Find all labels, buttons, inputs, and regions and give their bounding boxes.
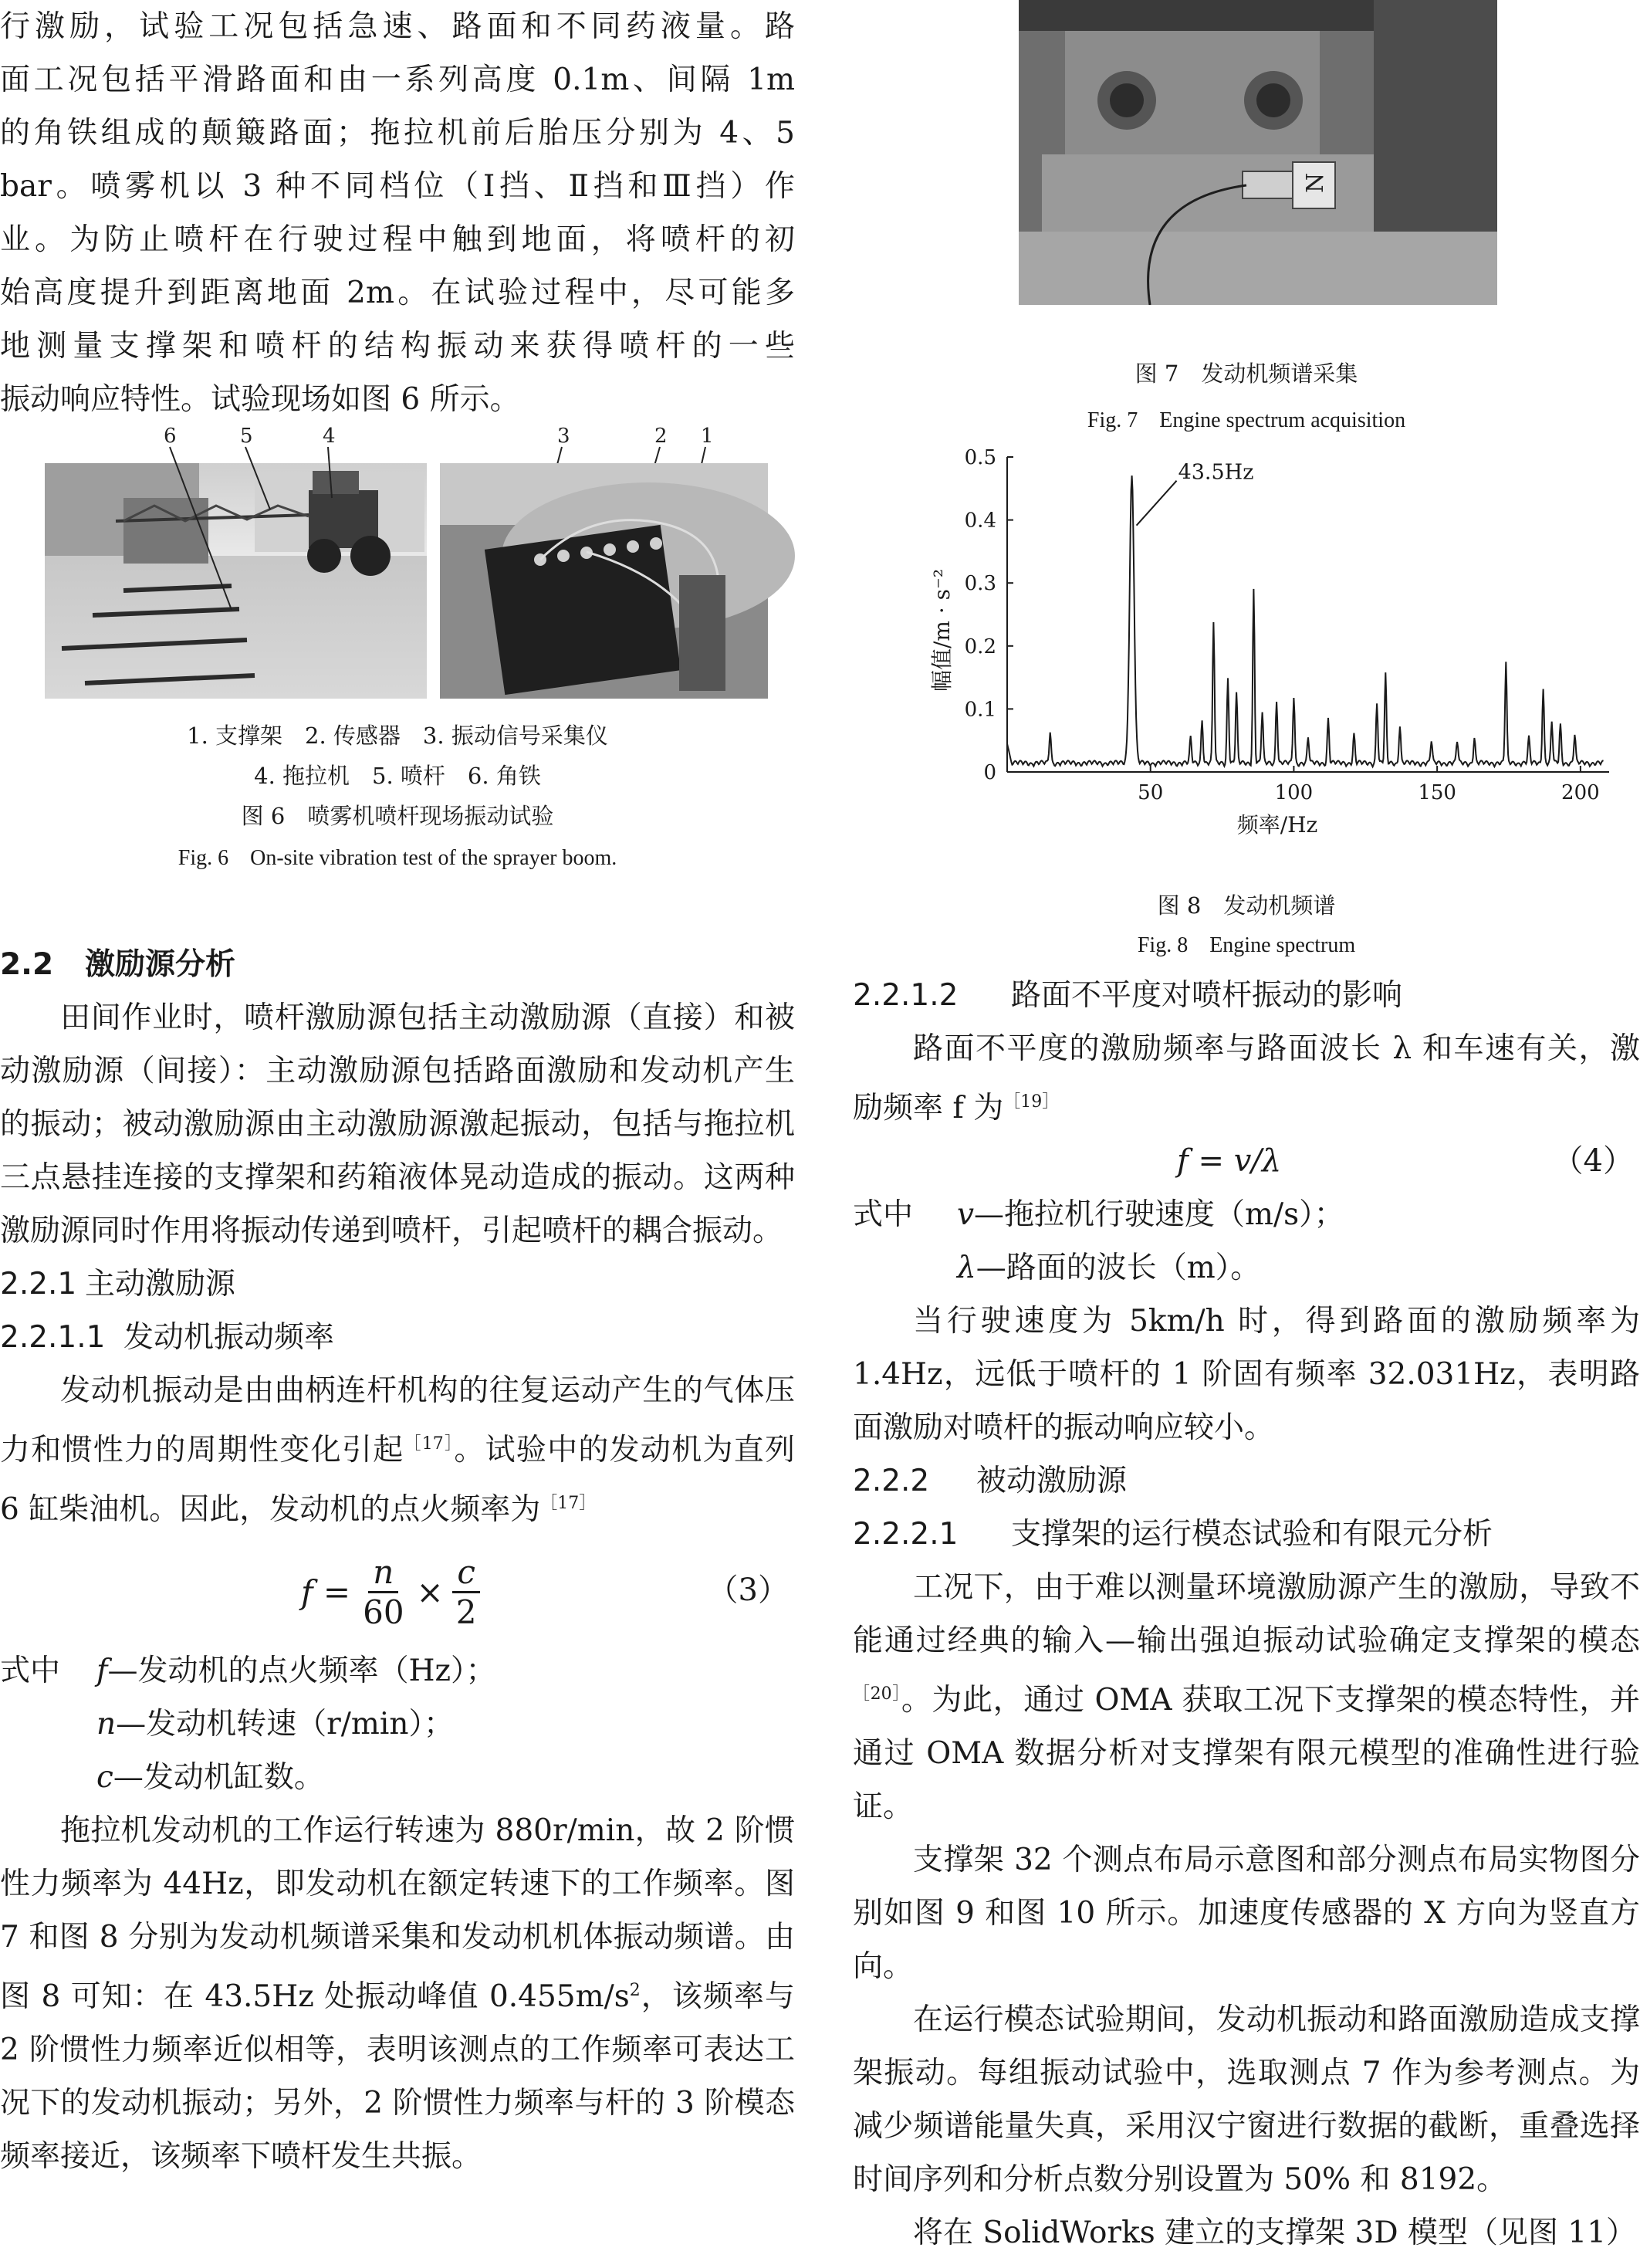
- fig6-caption-cn: 图 6 喷雾机喷杆现场振动试验: [241, 803, 554, 829]
- spectrum-series-line: [1007, 476, 1604, 767]
- eq3-definitions: [0, 1644, 795, 1804]
- def-lead: 式中: [853, 1197, 914, 1232]
- text: ，该频率与 2 阶惯性力频率近似相等，表明该测点的工作频率可表达工况下的发动机振动；另外，2 阶惯性力频率与杆的 3 阶模态频率接近，该频率下喷杆发生共振。: [0, 1979, 795, 2174]
- intro-line: 的角铁组成的颠簸路面；拖拉机前后胎压分别为 4、5: [0, 116, 795, 151]
- citation: ［19］: [1003, 1092, 1060, 1112]
- intro-line: 面工况包括平滑路面和由一系列高度 0.1m、间隔 1m: [0, 63, 795, 97]
- x-tick-label: 150: [1418, 781, 1456, 804]
- eq3-fraction-1: [358, 1553, 408, 1631]
- x-tick-label: 200: [1561, 781, 1600, 804]
- annotation-peak-label: 43.5Hz: [1178, 460, 1254, 485]
- intro-line: 振动响应特性。试验现场如图 6 所示。: [0, 382, 520, 417]
- section-title: 激励源分析: [85, 947, 236, 982]
- section-title: 支撑架的运行模态试验和有限元分析: [1011, 1517, 1493, 1552]
- sensor-label: N: [1302, 172, 1329, 193]
- left-column: [0, 0, 795, 2268]
- section-2-2-1-2-heading: [853, 969, 1640, 1022]
- axes: [1007, 457, 1609, 772]
- x-tick-label: 50: [1138, 781, 1164, 804]
- section-number: 2.2.1: [0, 1267, 77, 1302]
- def-text: —发动机转速（r/min）；: [116, 1707, 454, 1742]
- callout-2: 2: [654, 425, 668, 448]
- eq3-fraction-2: [451, 1553, 482, 1631]
- eq3-num1: n: [368, 1553, 398, 1593]
- def-symbol: v: [957, 1197, 975, 1232]
- section-number: 2.2.1.1: [0, 1320, 106, 1355]
- callout-4: 4: [323, 425, 336, 448]
- callout-6: 6: [164, 425, 177, 448]
- equation-3: [0, 1536, 795, 1644]
- text: 拖拉机发动机的工作运行转速为 880r/min，故 2 阶惯性力频率为 44Hz，即发动机在额定转速下的工作频率。图 7 和图 8 分别为发动机频谱采集和发动机机体振动频谱。由图 8 可知：在 43.5Hz 处振动峰值 0.455m/s: [0, 1813, 795, 2014]
- paragraph-measurement-points: 支撑架 32 个测点布局示意图和部分测点布局实物图分别如图 9 和图 10 所示。加速度传感器的 X 方向为竖直方向。: [853, 1843, 1640, 1984]
- x-tick-label: 100: [1274, 781, 1314, 804]
- def-text: —拖拉机行驶速度（m/s）；: [974, 1197, 1344, 1232]
- definition-row: [0, 1698, 795, 1751]
- fig8-caption-cn: 图 8 发动机频谱: [1157, 892, 1336, 919]
- paragraph-solidworks: 将在 SolidWorks 建立的支撑架 3D 模型（见图 11）: [913, 2216, 1637, 2250]
- section-2-2-1-heading: [0, 1258, 795, 1311]
- callout-5: 5: [240, 425, 253, 448]
- eq3-number: （3）: [707, 1572, 789, 1608]
- paragraph-road-roughness: [853, 1022, 1640, 1135]
- intro-paragraph: [0, 0, 795, 426]
- intro-line: 业。为防止喷杆在行驶过程中触到地面，将喷杆的初: [0, 222, 795, 257]
- def-symbol: n: [96, 1707, 117, 1742]
- fig8-caption-en: Fig. 8 Engine spectrum: [1137, 933, 1356, 957]
- eq3-den1: 60: [363, 1593, 404, 1631]
- def-symbol: f: [96, 1654, 108, 1688]
- def-text: —路面的波长（m）。: [976, 1251, 1261, 1285]
- y-tick-label: 0.5: [964, 446, 996, 469]
- figure-6: [0, 421, 795, 915]
- definition-row: [0, 1751, 795, 1804]
- eq3-den2: 2: [455, 1593, 477, 1631]
- y-axis-label: 幅值/m · s⁻²: [929, 568, 955, 692]
- y-tick-label: 0: [983, 761, 996, 784]
- y-tick-label: 0.4: [964, 509, 996, 533]
- section-2-2-1-1-heading: [0, 1311, 795, 1364]
- y-tick-label: 0.1: [964, 698, 996, 722]
- paragraph-excitation-sources: 田间作业时，喷杆激励源包括主动激励源（直接）和被动激励源（间接）：主动激励源包括路面激励和发动机产生的振动；被动激励源由主动激励源激起振动，包括与拖拉机三点悬挂连接的支撑架和药箱液体晃动造成的振动。这两种激励源同时作用将振动传递到喷杆，引起喷杆的耦合振动。: [0, 1000, 795, 1248]
- right-body: [853, 969, 1640, 2260]
- equation-4: [853, 1135, 1640, 1188]
- paragraph-oma: [853, 1561, 1640, 1833]
- paragraph-modal-test: 在运行模态试验期间，发动机振动和路面激励造成支撑架振动。每组振动试验中，选取测点 7 作为参考测点。为减少频谱能量失真，采用汉宁窗进行数据的截断，重叠选择时间序列和分析点数分别设置为 50% 和 8192。: [853, 2002, 1640, 2197]
- definition-row: [853, 1241, 1640, 1295]
- text: 发动机振动是由曲柄连杆机构的往复运动产生的气体压力和惯性力的周期性变化引起: [0, 1373, 795, 1467]
- text: 。试验中的发动机为直列 6 缸柴油机。因此，发动机的点火频率为: [0, 1433, 795, 1527]
- paragraph-tractor-engine: [0, 1804, 795, 2183]
- fig8-engine-spectrum-chart: [915, 440, 1640, 907]
- citation: ［17］: [404, 1434, 455, 1454]
- citation: ［20］: [853, 1684, 901, 1704]
- x-axis-label: 频率/Hz: [1236, 812, 1318, 838]
- fig6-callout-numbers: [164, 425, 714, 448]
- section-number: 2.2: [0, 947, 54, 982]
- section-title: 发动机振动频率: [123, 1320, 335, 1355]
- section-2-2-heading: [0, 938, 795, 991]
- intro-line: 行激励，试验工况包括急速、路面和不同药液量。路: [0, 9, 795, 44]
- definition-row: [853, 1188, 1640, 1241]
- intro-line: bar。喷雾机以 3 种不同档位（Ⅰ挡、Ⅱ挡和Ⅲ挡）作: [0, 169, 795, 204]
- intro-line: 地测量支撑架和喷杆的结构振动来获得喷杆的一些: [0, 329, 795, 364]
- eq4-definitions: [853, 1188, 1640, 1295]
- y-tick-labels: [965, 446, 996, 784]
- def-symbol: λ: [957, 1251, 976, 1285]
- section-number: 2.2.2.1: [853, 1517, 959, 1552]
- fig6-caption-en: Fig. 6 On-site vibration test of the sprayer boom.: [178, 846, 617, 870]
- callout-1: 1: [701, 425, 714, 448]
- y-tick-label: 0.3: [964, 572, 996, 596]
- text: 路面不平度的激励频率与路面波长 λ 和车速有关，激励频率 f 为: [853, 1031, 1640, 1126]
- definition-row: [0, 1644, 795, 1698]
- eq3-lhs: f =: [301, 1573, 351, 1611]
- eq3-num2: c: [452, 1553, 480, 1593]
- fig7-caption-cn: 图 7 发动机频谱采集: [1134, 361, 1358, 387]
- paragraph-speed-frequency: 当行驶速度为 5km/h 时，得到路面的激励频率为 1.4Hz，远低于喷杆的 1 阶固有频率 32.031Hz，表明路面激励对喷杆的振动响应较小。: [853, 1304, 1640, 1445]
- section-title: 路面不平度对喷杆振动的影响: [1011, 978, 1403, 1013]
- section-2-2-2-heading: [853, 1454, 1640, 1508]
- fig6-legend-line2: 4. 拖拉机 5. 喷杆 6. 角铁: [254, 763, 541, 789]
- text: 。为此，通过 OMA 获取工况下支撑架的模态特性，并通过 OMA 数据分析对支撑架有限元模型的准确性进行验证。: [853, 1683, 1640, 1824]
- text: 工况下，由于难以测量环境激励源产生的激励，导致不能通过经典的输入—输出强迫振动试验确定支撑架的模态: [853, 1570, 1640, 1658]
- section-number: 2.2.2: [853, 1464, 930, 1498]
- fig6-equipment-photo: [440, 463, 795, 699]
- fig7-caption-en: Fig. 7 Engine spectrum acquisition: [1087, 408, 1406, 432]
- x-tick-labels: [1138, 781, 1600, 804]
- fig6-field-photo: [45, 463, 427, 699]
- section-title: 主动激励源: [85, 1267, 236, 1302]
- citation: ［17］: [540, 1494, 597, 1513]
- section-2-2-2-1-heading: [853, 1508, 1640, 1561]
- def-lead: 式中: [0, 1654, 61, 1688]
- annotation-leader-line: [1137, 481, 1177, 526]
- eq3-times: ×: [416, 1573, 444, 1611]
- fig7-photo: [1019, 0, 1497, 305]
- eq4-number: （4）: [1552, 1143, 1634, 1179]
- y-tick-label: 0.2: [964, 635, 996, 658]
- fig6-legend-line1: 1. 支撑架 2. 传感器 3. 振动信号采集仪: [187, 723, 608, 749]
- paragraph-engine-vibration: [0, 1364, 795, 1536]
- left-body: [0, 938, 795, 2183]
- intro-line: 始高度提升到距离地面 2m。在试验过程中，尽可能多: [0, 276, 795, 310]
- callout-3: 3: [557, 425, 570, 448]
- section-number: 2.2.1.2: [853, 978, 959, 1013]
- def-text: —发动机的点火频率（Hz）；: [107, 1654, 496, 1688]
- fig6-photos: [0, 421, 795, 706]
- eq4-body: f = v/λ: [1177, 1143, 1282, 1179]
- superscript: 2: [629, 1981, 641, 2000]
- right-column: [853, 0, 1640, 2268]
- def-symbol: c: [96, 1760, 113, 1795]
- section-title: 被动激励源: [976, 1464, 1128, 1498]
- def-text: —发动机缸数。: [113, 1760, 324, 1795]
